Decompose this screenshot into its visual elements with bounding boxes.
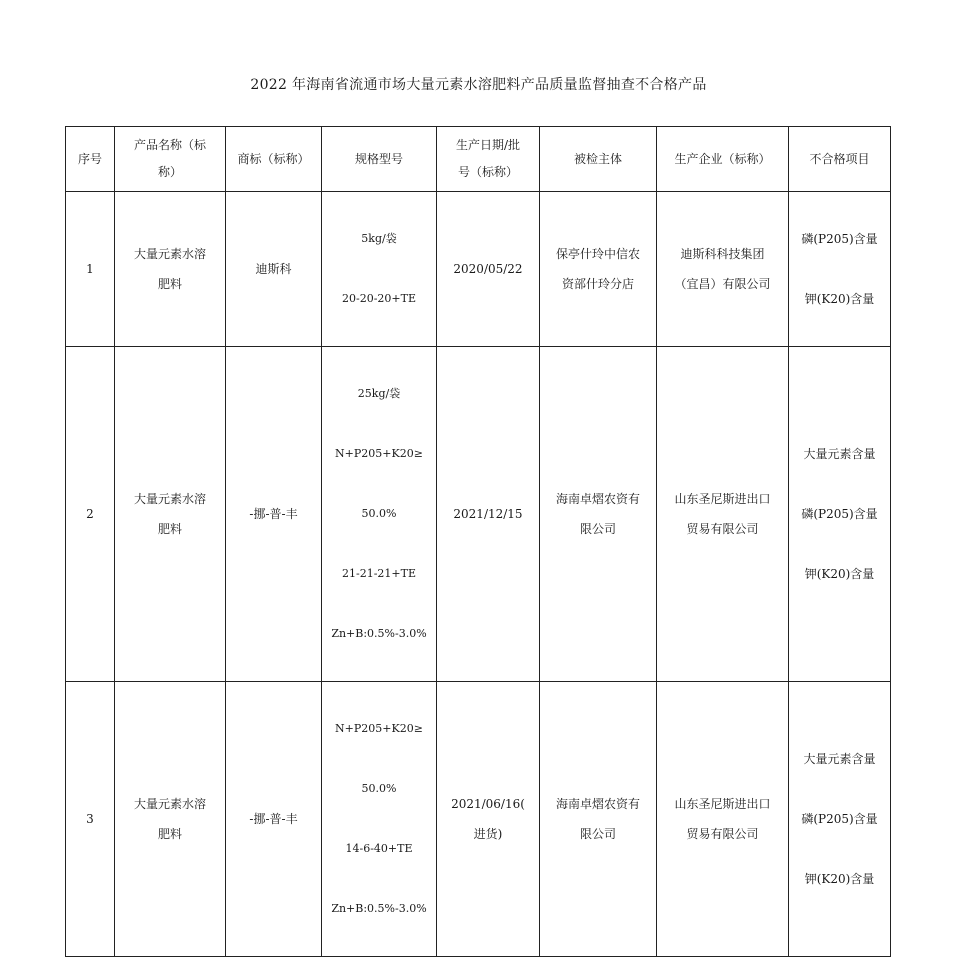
cell-serial-no: 2: [66, 347, 115, 682]
cell-product-name: 大量元素水溶 肥料: [115, 682, 226, 957]
cell-product-name: 大量元素水溶 肥料: [115, 192, 226, 347]
spec-line: N+P205+K20≥: [335, 447, 423, 460]
table-row: [66, 192, 891, 347]
nonconforming-products-table: [65, 126, 891, 957]
cell-serial-no: 3: [66, 682, 115, 957]
spec-line: 21-21-21+TE: [341, 567, 416, 580]
cell-spec-model: [322, 682, 437, 957]
cell-manufacturer: 山东圣尼斯进出口 贸易有限公司: [657, 347, 789, 682]
cell-production-date: 2021/06/16( 进货): [437, 682, 540, 957]
spec-line: 50.0%: [361, 782, 397, 795]
cell-production-date: 2020/05/22: [437, 192, 540, 347]
header-product-name: 产品名称（标 称）: [115, 127, 226, 192]
cell-serial-no: 1: [66, 192, 115, 347]
spec-line: Zn+B:0.5%-3.0%: [331, 902, 427, 915]
failed-item: 钾(K20)含量: [804, 567, 875, 581]
cell-inspected-entity: 海南卓熠农资有 限公司: [540, 347, 657, 682]
cell-brand: 迪斯科: [226, 192, 322, 347]
cell-failed-items: [789, 347, 891, 682]
cell-failed-items: [789, 682, 891, 957]
spec-line: 50.0%: [361, 507, 397, 520]
failed-item: 钾(K20)含量: [804, 292, 875, 306]
failed-item: 大量元素含量: [803, 447, 876, 461]
cell-manufacturer: 迪斯科科技集团 （宜昌）有限公司: [657, 192, 789, 347]
cell-inspected-entity: 海南卓熠农资有 限公司: [540, 682, 657, 957]
header-failed-items: 不合格项目: [789, 127, 891, 192]
failed-item: 大量元素含量: [803, 752, 876, 766]
table-header-row: [66, 127, 891, 192]
failed-item: 磷(P205)含量: [801, 232, 878, 246]
table-row: [66, 347, 891, 682]
failed-item: 磷(P205)含量: [801, 507, 878, 521]
header-spec-model: 规格型号: [322, 127, 437, 192]
spec-line: Zn+B:0.5%-3.0%: [331, 627, 427, 640]
spec-line: N+P205+K20≥: [335, 722, 423, 735]
spec-line: 20-20-20+TE: [341, 292, 416, 305]
header-serial-no: 序号: [66, 127, 115, 192]
failed-item: 磷(P205)含量: [801, 812, 878, 826]
header-inspected-entity: 被检主体: [540, 127, 657, 192]
spec-line: 5kg/袋: [361, 232, 397, 245]
spec-line: 14-6-40+TE: [345, 842, 413, 855]
failed-item: 钾(K20)含量: [804, 872, 875, 886]
cell-brand: -挪-普-丰: [226, 347, 322, 682]
cell-production-date: 2021/12/15: [437, 347, 540, 682]
cell-failed-items: [789, 192, 891, 347]
header-production-date: 生产日期/批 号（标称）: [437, 127, 540, 192]
cell-product-name: 大量元素水溶 肥料: [115, 347, 226, 682]
cell-brand: -挪-普-丰: [226, 682, 322, 957]
spec-line: 25kg/袋: [357, 387, 401, 400]
document-title: 2022 年海南省流通市场大量元素水溶肥料产品质量监督抽查不合格产品: [250, 77, 707, 93]
table-row: [66, 682, 891, 957]
cell-inspected-entity: 保亭什玲中信农 资部什玲分店: [540, 192, 657, 347]
cell-manufacturer: 山东圣尼斯进出口 贸易有限公司: [657, 682, 789, 957]
header-brand: 商标（标称）: [226, 127, 322, 192]
cell-spec-model: [322, 347, 437, 682]
header-manufacturer: 生产企业（标称）: [657, 127, 789, 192]
cell-spec-model: [322, 192, 437, 347]
